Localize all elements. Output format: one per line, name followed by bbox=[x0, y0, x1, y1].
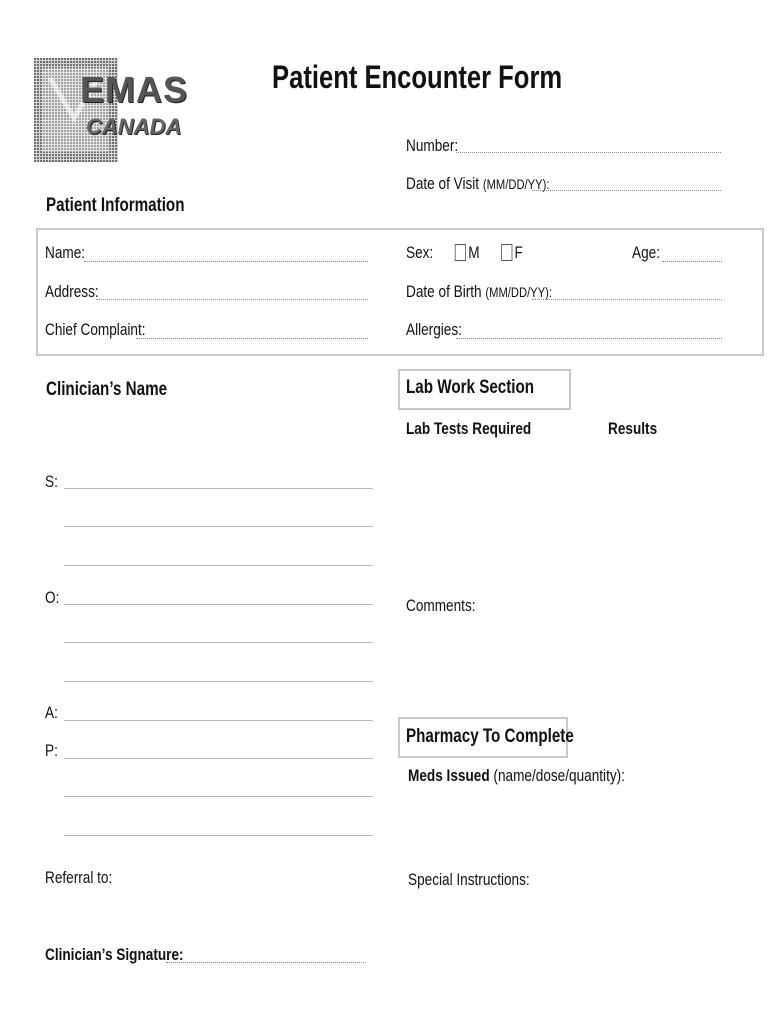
sex-m-label: M bbox=[468, 243, 480, 262]
sex-f-checkbox[interactable] bbox=[501, 244, 512, 261]
chief-complaint-field[interactable] bbox=[136, 338, 368, 339]
comments-label: Comments: bbox=[406, 596, 476, 615]
date-of-visit-label: Date of Visit (MM/DD/YY): bbox=[406, 174, 550, 193]
plan-label: P: bbox=[45, 741, 58, 760]
plan-line-2[interactable] bbox=[64, 796, 373, 797]
patient-information-heading: Patient Information bbox=[46, 195, 185, 216]
subjective-label: S: bbox=[45, 472, 58, 491]
assessment-line[interactable] bbox=[64, 720, 373, 721]
sex-label: Sex: bbox=[406, 243, 434, 262]
address-label: Address: bbox=[45, 282, 99, 301]
assessment-label: A: bbox=[45, 703, 58, 722]
address-field[interactable] bbox=[96, 299, 368, 300]
objective-line-2[interactable] bbox=[64, 642, 373, 643]
clinicians-name-heading: Clinician’s Name bbox=[46, 379, 168, 400]
meds-issued-label: Meds Issued (name/dose/quantity): bbox=[408, 766, 625, 785]
allergies-label: Allergies: bbox=[406, 320, 462, 339]
objective-label: O: bbox=[45, 588, 60, 607]
subjective-line-2[interactable] bbox=[64, 526, 373, 527]
plan-line-1[interactable] bbox=[64, 758, 373, 759]
date-of-visit-field[interactable] bbox=[532, 190, 721, 191]
sex-f-label: F bbox=[514, 243, 523, 262]
results-label: Results bbox=[608, 419, 658, 438]
sex-m-checkbox[interactable] bbox=[455, 244, 466, 261]
plan-line-3[interactable] bbox=[64, 835, 373, 836]
number-field[interactable] bbox=[456, 152, 721, 153]
lab-tests-required-label: Lab Tests Required bbox=[406, 419, 532, 438]
chief-complaint-label: Chief Complaint: bbox=[45, 320, 146, 339]
subjective-line-3[interactable] bbox=[64, 565, 373, 566]
emas-canada-logo bbox=[34, 58, 189, 164]
age-label: Age: bbox=[632, 243, 660, 262]
clinicians-signature-field[interactable] bbox=[166, 962, 366, 963]
objective-line-1[interactable] bbox=[64, 604, 373, 605]
date-of-birth-field[interactable] bbox=[532, 299, 722, 300]
objective-line-3[interactable] bbox=[64, 681, 373, 682]
pharmacy-heading: Pharmacy To Complete bbox=[406, 726, 574, 747]
clinicians-signature-label: Clinician’s Signature: bbox=[45, 945, 184, 964]
lab-work-heading: Lab Work Section bbox=[406, 377, 535, 398]
special-instructions-label: Special Instructions: bbox=[408, 870, 530, 889]
page-title: Patient Encounter Form bbox=[272, 59, 563, 95]
subjective-line-1[interactable] bbox=[64, 488, 373, 489]
logo-word-canada: CANADA bbox=[86, 114, 182, 139]
date-of-birth-label: Date of Birth (MM/DD/YY): bbox=[406, 282, 552, 301]
name-label: Name: bbox=[45, 243, 86, 262]
number-label: Number: bbox=[406, 136, 459, 155]
sex-row bbox=[406, 243, 552, 263]
age-field[interactable] bbox=[662, 261, 722, 262]
logo-word-emas: EMAS bbox=[80, 69, 189, 110]
allergies-field[interactable] bbox=[456, 338, 722, 339]
referral-label: Referral to: bbox=[45, 868, 113, 887]
name-field[interactable] bbox=[84, 261, 368, 262]
